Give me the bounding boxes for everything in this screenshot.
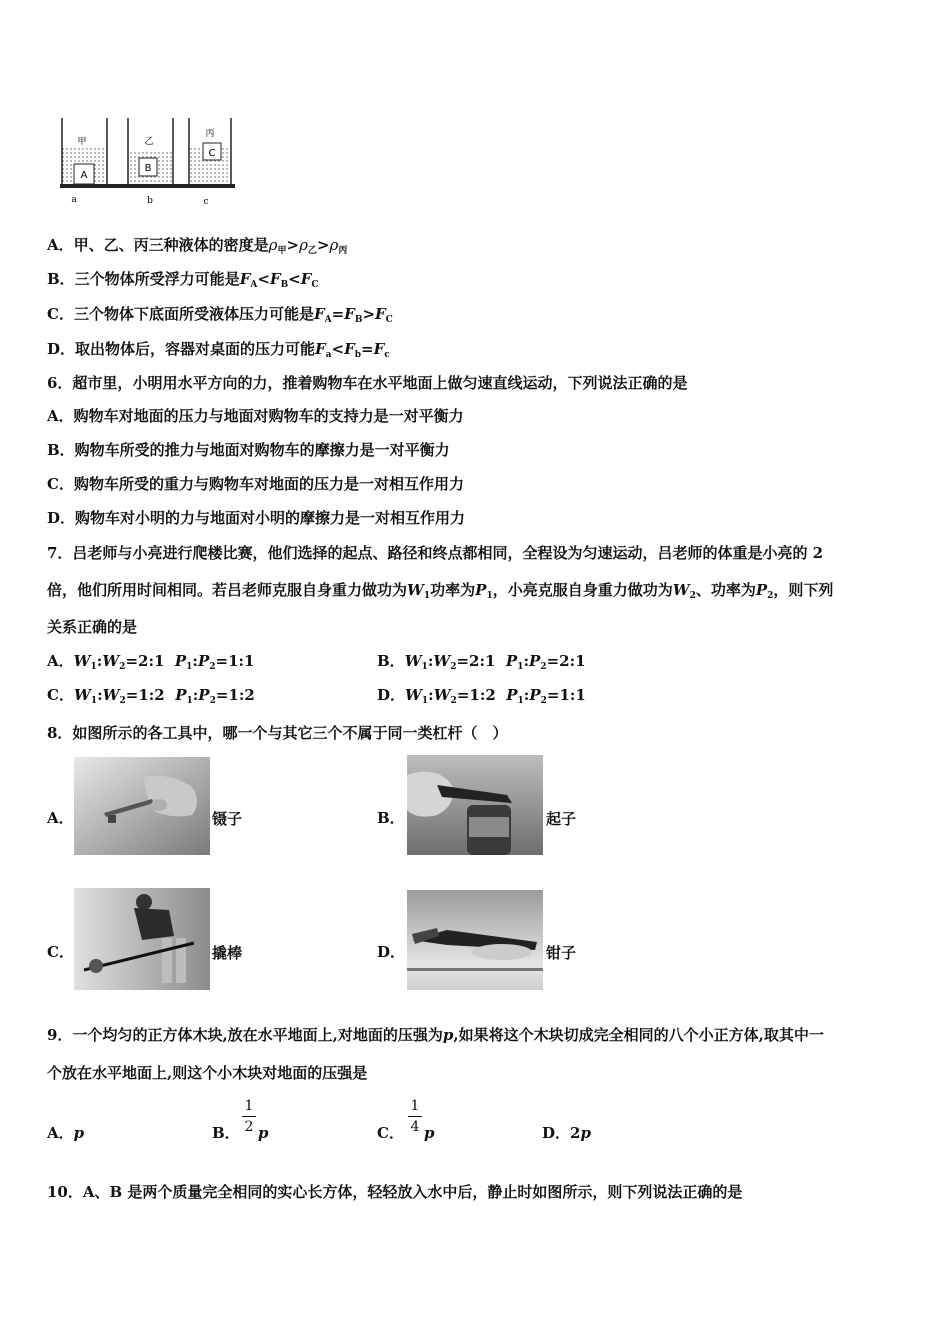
q9-option-b-p: p xyxy=(258,1124,269,1142)
q7-option-b: B．$W_1:W_2=2:1$ $P_1:P_2=2:1$ xyxy=(377,652,586,672)
q8-caption-b: 起子 xyxy=(546,810,577,828)
q9-option-b-label: B． xyxy=(212,1124,240,1142)
q6-option-d: D．购物车对小明的力与地面对小明的摩擦力是一对相互作用力 xyxy=(47,509,466,527)
q7-stem-line2: 倍，他们所用时间相同。若吕老师克服自身重力做功为$W_1$功率为$P_1$，小亮克服自身重力做功为$W_2$、功率为$P_2$，则下列 xyxy=(47,581,834,601)
bottle-opener-photo xyxy=(407,755,543,855)
container-b xyxy=(128,118,173,184)
crowbar-photo xyxy=(74,888,210,990)
tweezers-photo xyxy=(74,757,210,855)
block-label-a: A xyxy=(80,170,88,181)
q5-option-a: A．甲、乙、丙三种液体的密度是$\rho_甲>\rho_乙>\rho_丙$ xyxy=(47,236,348,256)
three-containers-figure xyxy=(50,112,240,212)
q10-stem: 10．A、B 是两个质量完全相同的实心长方体，轻轻放入水中后，静止时如图所示，则下列说法正确的是 xyxy=(47,1183,743,1201)
q6-option-b: B．购物车所受的推力与地面对购物车的摩擦力是一对平衡力 xyxy=(47,441,450,459)
q7-stem-line1: 7．吕老师与小亮进行爬楼比赛，他们选择的起点、路径和终点都相同，全程设为匀速运动，吕老师的体重是小亮的 2 xyxy=(47,544,824,562)
container-label-a: a xyxy=(71,195,77,205)
q9-option-b-fraction: 1 2 xyxy=(242,1098,256,1135)
q9-stem-line1: 9．一个均匀的正方体木块,放在水平地面上,对地面的压强为p,如果将这个木块切成完全相同的八个小正方体,取其中一 xyxy=(47,1026,824,1044)
q6-option-a: A．购物车对地面的压力与地面对购物车的支持力是一对平衡力 xyxy=(47,407,464,425)
q9-option-d: D．2p xyxy=(542,1124,591,1142)
q8-caption-c: 撬棒 xyxy=(212,944,243,962)
q7-option-c: C．$W_1:W_2=1:2$ $P_1:P_2=1:2$ xyxy=(47,686,255,706)
q5-option-c: C．三个物体下底面所受液体压力可能是$F_A=F_B>F_C$ xyxy=(47,305,393,325)
q9-option-c-fraction: 1 4 xyxy=(408,1098,422,1135)
q8-option-c-label: C． xyxy=(47,943,74,961)
q8-caption-d: 钳子 xyxy=(546,944,577,962)
container-label-b: b xyxy=(147,196,153,206)
liquid-label-bing: 丙 xyxy=(205,129,215,139)
q6-stem: 6．超市里，小明用水平方向的力，推着购物车在水平地面上做匀速直线运动，下列说法正确的是 xyxy=(47,374,688,392)
q9-option-a: A．p xyxy=(47,1124,85,1142)
liquid-label-jia: 甲 xyxy=(77,137,87,147)
q9-option-c-label: C． xyxy=(377,1124,404,1142)
block-label-b: B xyxy=(144,163,152,174)
q8-option-a-label: A． xyxy=(47,809,74,827)
container-label-c: c xyxy=(203,197,209,207)
q8-caption-a: 镊子 xyxy=(212,810,243,828)
block-label-c: C xyxy=(208,148,216,159)
q9-option-c-p: p xyxy=(424,1124,435,1142)
q7-option-d: D．$W_1:W_2=1:2$ $P_1:P_2=1:1$ xyxy=(377,686,586,706)
q7-option-a: A．$W_1:W_2=2:1$ $P_1:P_2=1:1$ xyxy=(47,652,255,672)
pliers-photo xyxy=(407,890,543,990)
q6-option-c: C．购物车所受的重力与购物车对地面的压力是一对相互作用力 xyxy=(47,475,464,493)
q8-option-d-label: D． xyxy=(377,943,406,961)
q7-stem-line3: 关系正确的是 xyxy=(47,618,138,636)
q8-option-b-label: B． xyxy=(377,809,405,827)
liquid-label-yi: 乙 xyxy=(144,137,154,147)
q8-stem: 8．如图所示的各工具中，哪一个与其它三个不属于同一类杠杆（ ） xyxy=(47,724,508,742)
q5-option-b: B．三个物体所受浮力可能是$F_A<F_B<F_C$ xyxy=(47,270,319,290)
q5-option-d: D．取出物体后，容器对桌面的压力可能$F_a<F_b=F_c$ xyxy=(47,340,390,360)
q9-stem-line2: 个放在水平地面上,则这个小木块对地面的压强是 xyxy=(47,1064,368,1082)
